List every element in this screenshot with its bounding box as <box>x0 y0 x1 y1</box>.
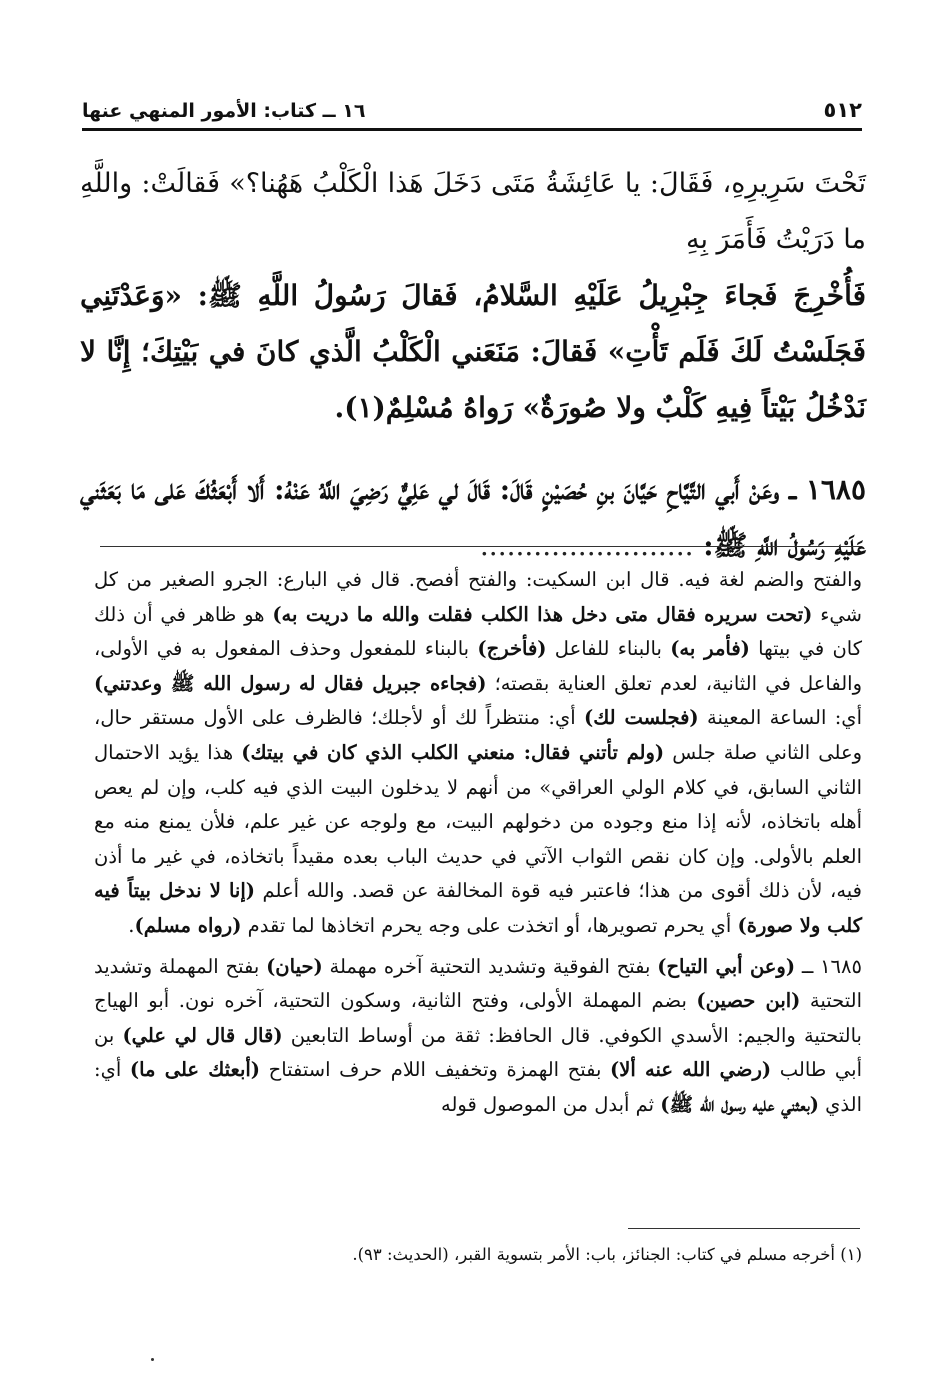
chapter-title: ١٦ ــ كتاب: الأمور المنهي عنها <box>82 100 366 122</box>
hadith-paragraph-2: فَأُخْرِجَ فَجاءَ جِبْرِيلُ عَلَيْهِ السَّلامُ، فَقالَ رَسُولُ اللَّهِ ﷺ: «وَعَدْتَنِي فَجَلَسْتُ لَكَ فَلَم تَأْتِ» فَقالَ: مَنَعَني الْكَلْبُ الَّذي كانَ في بَيْتِكَ؛ إِنَّا لا نَدْخُلُ بَيْتاً فِيهِ كَلْبٌ ولا صُورَةٌ» رَواهُ مُسْلِمٌ(١). <box>80 279 866 424</box>
hadith-1685 <box>80 462 866 574</box>
separator-rule <box>100 546 860 547</box>
footnote: (١) أخرجه مسلم في كتاب: الجنائز، باب: الأمر بتسوية القبر، (الحديث: ٩٣). <box>352 1245 862 1264</box>
hadith-text <box>80 156 866 574</box>
commentary-paragraph-1685: ١٦٨٥ ــ (وعن أبي التياح) بفتح الفوقية وتشديد التحتية آخره مهملة (حيان) بفتح المهملة وتشديد التحتية (ابن حصين) بضم المهملة الأولى، وفتح الثانية، وسكون التحتية، آخره نون. أبو الهياج بالتحتية والجيم: الأسدي الكوفي. قال الحافظ: ثقة من أوساط التابعين (قال قال لي علي) بن أبي طالب (رضي الله عنه ألا) بفتح الهمزة وتخفيف اللام حرف استفتاح (أبعثك على ما) أي: الذي (بعثني عليه رسول الله ﷺ) ثم أبدل من الموصول قوله <box>94 954 862 1116</box>
running-header <box>82 88 862 131</box>
footnote-rule <box>628 1228 860 1229</box>
commentary <box>94 563 862 1123</box>
page-number: ٥١٢ <box>823 98 862 122</box>
hadith-1685-text: ١٦٨٥ ــ وعَنْ أَبي التَّيَّاحِ حَيَّانَ بنِ حُصَيْنٍ قَالَ: قَالَ لي عَلِيٌّ رَضِيَ اللَّهُ عَنْهُ: أَلا أَبْعَثُكَ عَلى مَا بَعَثَني عَلَيْهِ رَسُولُ اللَّهِ ﷺ: <box>80 473 866 562</box>
hadith-line-1: تَحْتَ سَرِيرِهِ، فَقَالَ: يا عَائِشَةُ مَتَى دَخَلَ هَذا الْكَلْبُ هَهُنا؟» فَقالَتْ: واللَّهِ ما دَرَيْتُ فَأَمَرَ بِهِ <box>80 168 866 255</box>
continuation-dots: ........................ <box>479 529 694 562</box>
commentary-paragraph-1: والفتح والضم لغة فيه. قال ابن السكيت: والفتح أفصح. قال في البارع: الجرو الصغير من كل شيء (تحت سريره فقال متى دخل هذا الكلب فقلت والله ما دريت به) هو ظاهر في أن ذلك كان في بيتها (فأمر به) بالبناء للفاعل (فأخرج) بالبناء للمفعول وحذف المفعول به في الأولى، والفاعل في الثانية، لعدم تعلق العناية بقصته؛ (فجاءه جبريل فقال له رسول الله ﷺ وعدتني) أي: الساعة المعينة (فجلست لك) أي: منتظراً لك أو لأجلك؛ فالظرف على الأول مستقر حال، وعلى الثاني صلة جلس (ولم تأتني فقال: منعني الكلب الذي كان في بيتك) هذا يؤيد الاحتمال الثاني السابق، في كلام الولي العراقي» من أنهم لا يدخلون البيت الذي فيه كلب، وإن لم يعص أهله باتخاذه، لأنه إذا منع وجوده من دخولهم البيت، مع ولوجه عن غير علم، فلأن يمنع منه مع العلم بالأولى. وإن كان نقص الثواب الآتي في حديث الباب بعده مقيداً باتخاذه، في غير ما أذن فيه، لأن ذلك أقوى من هذا؛ فاعتبر فيه قوة المخالفة عن قصد. والله أعلم (إنا لا ندخل بيتاً فيه كلب ولا صورة) أي يحرم تصويرها، أو اتخذت على وجه يحرم اتخاذها لما تقدم (رواه مسلم). <box>94 568 863 937</box>
scan-speck <box>151 1358 154 1361</box>
